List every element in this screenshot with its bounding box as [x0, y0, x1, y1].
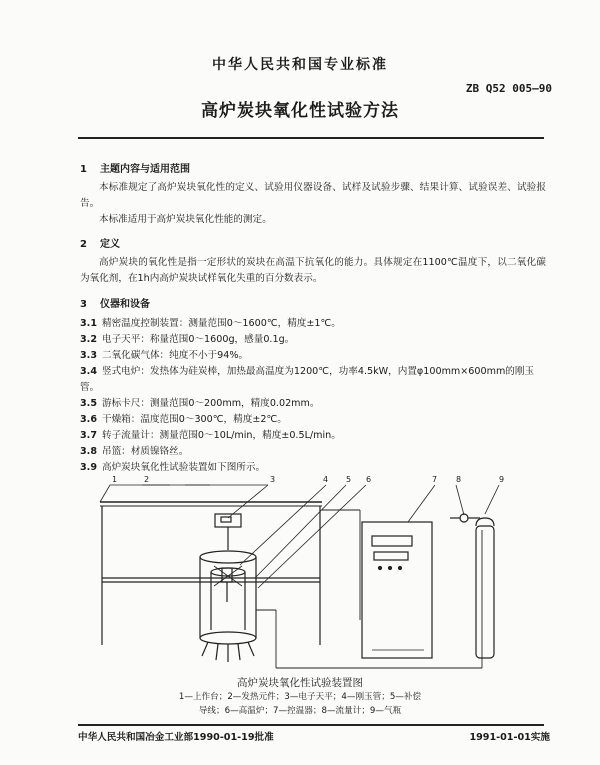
diagram-label-1: 1	[112, 475, 118, 484]
item-3-5: 3.5 游标卡尺：测量范围0～200mm，精度0.02mm。	[80, 398, 320, 409]
item-3-8: 3.8 吊篮：材质镍铬丝。	[80, 446, 189, 457]
section-2-heading: 2 定义	[80, 239, 120, 250]
approval-info: 中华人民共和国冶金工业部1990-01-19批准	[78, 732, 274, 743]
section-1-heading: 1 主题内容与适用范围	[80, 164, 190, 175]
item-3-7: 3.7 转子流量计：测量范围0～10L/min，精度±0.5L/min。	[80, 430, 341, 441]
item-3-3: 3.3 二氧化碳气体：纯度不小于94%。	[80, 350, 249, 361]
item-3-2: 3.2 电子天平：称量范围0～1600g，感量0.1g。	[80, 334, 295, 345]
temperature-controller	[362, 522, 432, 658]
apparatus-diagram	[90, 470, 520, 670]
diagram-label-3: 3	[270, 475, 276, 484]
item-3-9: 3.9 高炉炭块氧化性试验装置如下图所示。	[80, 462, 266, 473]
leader-lines	[100, 485, 499, 588]
diagram-label-7: 7	[432, 475, 438, 484]
diagram-label-6: 6	[366, 475, 372, 484]
diagram-label-9: 9	[499, 475, 505, 484]
section-3-heading: 3 仪器和设备	[80, 299, 150, 310]
section-1-para-2: 本标准适用于高炉炭块氧化性能的测定。	[99, 214, 272, 225]
connecting-lines	[256, 510, 482, 668]
footer-rule	[78, 724, 544, 726]
title-rule	[78, 137, 544, 139]
diagram-label-5: 5	[346, 475, 352, 484]
section-1-para-1: 本标准规定了高炉炭块氧化性的定义、试验用仪器设备、试样及试验步骤、结果计算、试验误差、试验报告。	[80, 182, 546, 209]
flow-meter-and-cylinder	[450, 514, 494, 658]
figure-legend-line-2: 导线；6—高温炉；7—控温器；8—流量计；9—气瓶	[198, 706, 402, 716]
item-3-6: 3.6 干燥箱：温度范围0～300℃，精度±2℃。	[80, 414, 287, 425]
standard-code: ZB Q52 005—90	[465, 82, 552, 95]
electronic-balance	[215, 514, 241, 550]
diagram-label-4: 4	[323, 475, 329, 484]
item-3-1: 3.1 精密温度控制装置：测量范围0～1600℃，精度±1℃。	[80, 318, 341, 329]
figure-caption: 高炉炭块氧化性试验装置图	[237, 677, 363, 689]
implementation-date: 1991-01-01实施	[469, 732, 550, 743]
diagram-label-8: 8	[456, 475, 462, 484]
standard-org-header: 中华人民共和国专业标准	[212, 57, 388, 73]
item-3-4: 3.4 竖式电炉：发热体为硅炭棒，加热最高温度为1200℃，功率4.5kW，内置φ100mm×600mm的刚玉管。	[80, 366, 535, 393]
document-title: 高炉炭块氧化性试验方法	[201, 101, 399, 121]
high-temperature-furnace	[200, 551, 256, 662]
diagram-label-2: 2	[144, 475, 150, 484]
figure-legend-line-1: 1—上作台；2—发热元件；3—电子天平；4—刚玉管；5—补偿	[178, 692, 422, 702]
section-2-para-1: 高炉炭块的氧化性是指一定形状的炭块在高温下抗氧化的能力。具体规定在1100℃温度下，以二氧化碳为氧化剂，在1h内高炉炭块试样氧化失重的百分数表示。	[80, 257, 546, 284]
